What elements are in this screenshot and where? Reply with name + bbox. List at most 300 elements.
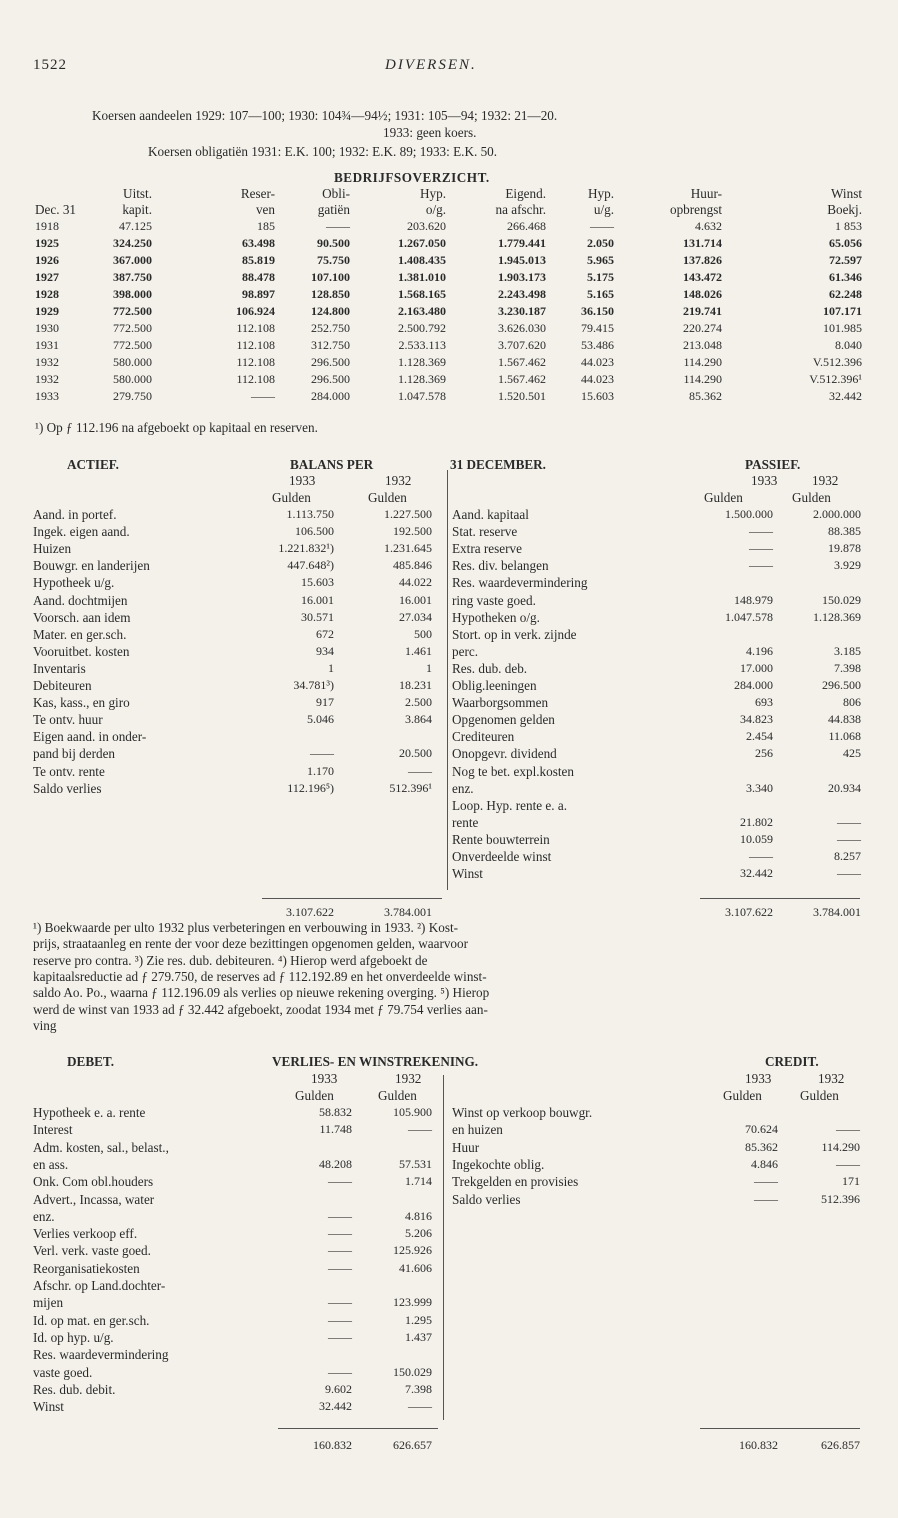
bedrijf-cell: 279.750 <box>113 389 152 403</box>
credit-1933: —— <box>754 1174 778 1189</box>
debet-1933: 11.748 <box>319 1122 352 1137</box>
actief-1933: 447.648²) <box>287 558 334 573</box>
debet-1933: —— <box>328 1295 352 1310</box>
verlies-credit-title: CREDIT. <box>765 1054 819 1069</box>
bedrijf-cell: —— <box>251 389 275 403</box>
verlies-total-rule-left <box>278 1428 438 1429</box>
credit-label: Saldo verlies <box>452 1191 521 1207</box>
credit-1933: 85.362 <box>745 1139 778 1154</box>
actief-1933: 1 <box>328 660 334 675</box>
verlies-unit: Gulden <box>723 1088 762 1103</box>
actief-1932: 16.001 <box>399 592 432 607</box>
bedrijf-cell: 8.040 <box>835 338 862 352</box>
bedrijf-cell: —— <box>326 219 350 233</box>
bedrijf-cell: 114.290 <box>683 372 722 386</box>
passief-1933: —— <box>749 849 773 863</box>
bedrijf-cell: 124.800 <box>311 304 350 318</box>
bedrijf-header: Eigend. <box>505 186 546 201</box>
bedrijf-cell: 312.750 <box>311 338 350 352</box>
passief-1933: —— <box>749 558 773 573</box>
actief-label: Aand. dochtmijen <box>33 592 128 608</box>
bedrijf-cell: 296.500 <box>311 372 350 386</box>
passief-label: Extra reserve <box>452 541 522 557</box>
debet-1933: —— <box>328 1226 352 1241</box>
bedrijf-year: 1927 <box>35 270 59 284</box>
debet-label: Res. waardevermindering <box>33 1347 169 1363</box>
note-line: kapitaalsreductie ad ƒ 279.750, de reserves ad ƒ 112.192.89 en het onverdeelde winst- <box>33 968 487 984</box>
bedrijf-cell: 2.533.113 <box>398 338 446 352</box>
debet-label: enz. <box>33 1208 55 1224</box>
balans-title: BALANS PER <box>290 457 374 472</box>
bedrijf-cell: 32.442 <box>829 389 862 403</box>
bedrijf-cell: 5.165 <box>587 287 614 301</box>
debet-label: Winst <box>33 1399 64 1415</box>
verlies-year: 1932 <box>395 1071 422 1086</box>
balans-unit: Gulden <box>792 490 831 505</box>
actief-1932: 512.396¹ <box>389 780 432 795</box>
bedrijf-cell: 213.048 <box>683 338 722 352</box>
bedrijf-header: Hyp. <box>419 186 446 201</box>
debet-1932: 7.398 <box>405 1381 432 1396</box>
debet-label: Hypotheek e. a. rente <box>33 1105 146 1120</box>
debet-1933: 58.832 <box>319 1105 352 1119</box>
bedrijf-year: 1930 <box>35 321 59 335</box>
debet-label: Onk. Com obl.houders <box>33 1174 154 1190</box>
bedrijf-cell: 75.750 <box>317 253 350 267</box>
actief-label: Debiteuren <box>33 678 92 693</box>
passief-1932: —— <box>837 814 861 829</box>
debet-1933: 32.442 <box>319 1399 352 1414</box>
passief-1932: 19.878 <box>828 541 861 556</box>
passief-label: Aand. kapitaal <box>452 507 529 522</box>
bedrijf-cell: 1.408.435 <box>398 253 446 267</box>
balans-title-2: 31 DECEMBER. <box>450 457 546 472</box>
actief-1932: 3.864 <box>405 712 432 727</box>
debet-1932: 1.437 <box>405 1329 432 1344</box>
actief-label: Saldo verlies <box>33 780 102 796</box>
actief-1932: 1.227.500 <box>384 507 432 521</box>
actief-1932: 20.500 <box>399 746 432 761</box>
bedrijf-cell: 1.267.050 <box>398 236 446 250</box>
credit-label: Winst op verkoop bouwgr. <box>452 1105 593 1120</box>
passief-1932: 20.934 <box>828 780 861 795</box>
balans-year: 1933 <box>751 473 778 488</box>
bedrijf-cell: 266.468 <box>507 219 546 233</box>
bedrijf-cell: 1.779.441 <box>498 236 546 250</box>
verlies-year: 1932 <box>818 1071 845 1086</box>
bedrijf-cell: 772.500 <box>113 321 152 335</box>
passief-1933: 1.500.000 <box>725 507 773 521</box>
balans-total-left-1933: 3.107.622 <box>286 905 334 919</box>
balans-year: 1932 <box>385 473 412 488</box>
bedrijf-cell: 580.000 <box>113 372 152 386</box>
actief-1932: 1 <box>426 660 432 675</box>
passief-1933: —— <box>749 524 773 539</box>
balans-passief-title: PASSIEF. <box>745 457 801 472</box>
bedrijf-cell: 98.897 <box>242 287 275 301</box>
bedrijf-cell: 85.819 <box>242 253 275 267</box>
bedrijf-cell: 36.150 <box>581 304 614 318</box>
actief-1932: 192.500 <box>393 524 432 539</box>
passief-1932: 44.838 <box>828 712 861 727</box>
bedrijf-cell: 79.415 <box>581 321 614 335</box>
bedrijf-cell: 128.850 <box>311 287 350 301</box>
actief-1932: 1.231.645 <box>384 541 432 556</box>
passief-1932: 806 <box>843 695 861 710</box>
actief-1933: 917 <box>316 695 334 710</box>
bedrijf-year: 1928 <box>35 287 59 301</box>
passief-1933: 3.340 <box>746 780 773 795</box>
bedrijf-cell: 1.520.501 <box>498 389 546 403</box>
debet-label: Afschr. op Land.dochter- <box>33 1278 166 1293</box>
bedrijf-cell: 90.500 <box>317 236 350 250</box>
passief-label: Res. waardevermindering <box>452 575 588 591</box>
debet-1933: —— <box>328 1364 352 1379</box>
bedrijf-header: kapit. <box>122 202 152 217</box>
credit-label: Ingekochte oblig. <box>452 1156 545 1172</box>
intro-line-1: Koersen aandeelen 1929: 107—100; 1930: 104¾—94½; 1931: 105—94; 1932: 21—20. <box>92 108 558 123</box>
passief-label: Res. dub. deb. <box>452 660 528 676</box>
bedrijf-cell: 1.128.369 <box>398 355 446 369</box>
passief-label: Opgenomen gelden <box>452 712 555 728</box>
balans-total-rule-left <box>262 898 442 899</box>
balans-divider <box>447 470 448 890</box>
bedrijf-cell: 65.056 <box>829 236 862 250</box>
passief-1932: 88.385 <box>828 524 861 539</box>
debet-1932: 4.816 <box>405 1208 432 1223</box>
debet-1933: 9.602 <box>325 1381 352 1396</box>
bedrijf-cell: 1.567.462 <box>498 355 546 369</box>
verlies-unit: Gulden <box>295 1088 334 1103</box>
credit-1932: 512.396 <box>821 1191 860 1206</box>
passief-label: Waarborgsommen <box>452 695 549 711</box>
actief-1933: 1.221.832¹) <box>278 541 334 556</box>
passief-label: Onopgevr. dividend <box>452 746 557 762</box>
passief-label: Winst <box>452 866 483 882</box>
bedrijf-cell: 296.500 <box>311 355 350 369</box>
passief-label: Res. div. belangen <box>452 558 549 574</box>
bedrijf-year: 1926 <box>35 253 59 267</box>
credit-1933: 70.624 <box>745 1122 778 1137</box>
actief-1932: 27.034 <box>399 609 432 624</box>
actief-1933: 30.571 <box>301 609 334 624</box>
bedrijf-header: Reser- <box>240 186 275 201</box>
bedrijf-header: o/g. <box>425 202 446 217</box>
bedrijf-cell: 137.826 <box>683 253 722 267</box>
bedrijf-cell: 143.472 <box>683 270 722 284</box>
passief-1933: 4.196 <box>746 643 773 658</box>
passief-1932: 7.398 <box>834 660 861 675</box>
debet-1932: 1.714 <box>405 1174 432 1189</box>
passief-1932: 3.185 <box>834 643 861 658</box>
bedrijf-cell: 15.603 <box>581 389 614 403</box>
debet-1932: —— <box>408 1399 432 1414</box>
debet-1932: 123.999 <box>393 1295 432 1310</box>
debet-label: Verl. verk. vaste goed. <box>33 1243 151 1259</box>
actief-1932: 500 <box>414 626 432 641</box>
bedrijf-cell: 1.381.010 <box>398 270 446 284</box>
verlies-unit: Gulden <box>378 1088 417 1103</box>
actief-1933: 1.170 <box>307 763 334 778</box>
actief-1933: 1.113.750 <box>286 507 334 521</box>
bedrijf-cell: 3.230.187 <box>498 304 546 318</box>
actief-1932: 485.846 <box>393 558 432 573</box>
bedrijf-year: 1929 <box>35 304 59 318</box>
note-line: ¹) Boekwaarde per ulto 1932 plus verbeteringen en verbouwing in 1933. ²) Kost- <box>33 920 459 935</box>
bedrijf-cell: 114.290 <box>683 355 722 369</box>
passief-1933: 256 <box>755 746 773 761</box>
bedrijf-year: 1932 <box>35 372 59 386</box>
bedrijf-cell: 47.125 <box>119 219 152 233</box>
bedrijf-cell: 1.567.462 <box>498 372 546 386</box>
debet-1932: 150.029 <box>393 1364 432 1379</box>
passief-label: perc. <box>452 643 478 659</box>
actief-label: Huizen <box>33 541 72 557</box>
note-line: prijs, straataanleg en rente der voor deze bezittingen opgenomen gelden, waarvoor <box>33 936 469 952</box>
bedrijf-year: 1918 <box>35 219 59 233</box>
passief-1933: —— <box>749 541 773 556</box>
actief-1932: 2.500 <box>405 695 432 710</box>
passief-1932: 296.500 <box>822 678 861 692</box>
bedrijf-cell: 3.707.620 <box>498 338 546 352</box>
bedrijf-cell: 2.243.498 <box>498 287 546 301</box>
debet-1932: —— <box>408 1122 432 1137</box>
bedrijf-year: 1932 <box>35 355 59 369</box>
actief-1933: 5.046 <box>307 712 334 727</box>
debet-label: Interest <box>33 1122 73 1138</box>
actief-1932: 1.461 <box>405 643 432 658</box>
debet-1932: 1.295 <box>405 1312 432 1327</box>
bedrijf-cell: 72.597 <box>829 253 862 267</box>
passief-1933: 2.454 <box>746 729 773 744</box>
bedrijf-cell: 44.023 <box>581 372 614 386</box>
bedrijf-cell: 62.248 <box>829 287 862 301</box>
actief-label: Voorsch. aan idem <box>33 609 131 625</box>
balans-total-left-1932: 3.784.001 <box>384 905 432 919</box>
passief-1933: 17.000 <box>740 660 773 675</box>
bedrijf-cell: 53.486 <box>581 338 614 352</box>
bedrijf-cell: 398.000 <box>113 287 152 301</box>
passief-label: rente <box>452 814 479 830</box>
debet-1932: 125.926 <box>393 1243 432 1258</box>
credit-1932: —— <box>836 1156 860 1171</box>
actief-label: Inventaris <box>33 660 86 676</box>
bedrijf-cell: 88.478 <box>242 270 275 284</box>
bedrijf-cell: 387.750 <box>113 270 152 284</box>
credit-1932: 114.290 <box>821 1139 860 1154</box>
actief-1933: 106.500 <box>295 524 334 539</box>
bedrijf-cell: 324.250 <box>113 236 152 250</box>
verlies-total-right-1932: 626.857 <box>821 1438 860 1452</box>
debet-label: Res. dub. debit. <box>33 1381 116 1397</box>
debet-label: Id. op hyp. u/g. <box>33 1329 114 1345</box>
verlies-title: VERLIES- EN WINSTREKENING. <box>272 1054 479 1069</box>
actief-label: Bouwgr. en landerijen <box>33 558 150 574</box>
balans-unit: Gulden <box>704 490 743 505</box>
passief-1933: 1.047.578 <box>725 609 773 624</box>
page-number: 1522 <box>33 57 67 73</box>
credit-1932: 171 <box>842 1174 860 1189</box>
bedrijf-cell: 220.274 <box>683 321 722 335</box>
actief-label: pand bij derden <box>33 746 116 762</box>
actief-1933: 15.603 <box>301 575 334 590</box>
debet-1933: —— <box>328 1312 352 1327</box>
bedrijf-cell: 107.100 <box>311 270 350 284</box>
bedrijf-cell: 44.023 <box>581 355 614 369</box>
balans-unit: Gulden <box>272 490 311 505</box>
passief-1932: —— <box>837 831 861 846</box>
verlies-debet-title: DEBET. <box>67 1054 115 1069</box>
passief-1932: 1.128.369 <box>813 609 861 624</box>
bedrijf-cell: 219.741 <box>683 304 722 318</box>
bedrijf-cell: 1.128.369 <box>398 372 446 386</box>
credit-label: Huur <box>452 1139 480 1155</box>
actief-1933: 934 <box>316 643 334 658</box>
bedrijf-header: Huur- <box>690 186 722 201</box>
bedrijf-cell: 1.903.173 <box>498 270 546 284</box>
bedrijf-cell: 580.000 <box>113 355 152 369</box>
passief-label: Stort. op in verk. zijnde <box>452 626 577 642</box>
bedrijf-header: opbrengst <box>669 202 722 217</box>
bedrijf-cell: —— <box>590 219 614 233</box>
bedrijf-cell: 185 <box>257 219 275 233</box>
bedrijf-cell: 1 853 <box>835 219 862 233</box>
actief-1933: 16.001 <box>301 592 334 607</box>
bedrijf-cell: 367.000 <box>113 253 152 267</box>
bedrijf-header: ven <box>255 202 275 217</box>
passief-label: ring vaste goed. <box>452 592 536 608</box>
bedrijf-cell: 1.568.165 <box>398 287 446 301</box>
passief-label: enz. <box>452 780 474 796</box>
debet-1933: —— <box>328 1208 352 1223</box>
debet-label: Verlies verkoop eff. <box>33 1226 138 1242</box>
actief-1933: —— <box>310 746 334 761</box>
debet-label: en ass. <box>33 1156 69 1172</box>
verlies-divider <box>443 1075 444 1420</box>
balans-unit: Gulden <box>368 490 407 505</box>
debet-1933: —— <box>328 1260 352 1275</box>
bedrijf-cell: 203.620 <box>407 219 446 233</box>
bedrijf-cell: 131.714 <box>683 236 722 250</box>
bedrijf-header: Hyp. <box>587 186 614 201</box>
debet-1932: 5.206 <box>405 1226 432 1241</box>
note-line: werd de winst van 1933 ad ƒ 32.442 afgeboekt, zoodat 1934 met ƒ 79.754 verlies aan- <box>33 1001 488 1017</box>
bedrijf-header: na afschr. <box>495 202 546 217</box>
bedrijf-cell: V.512.396¹ <box>809 372 862 386</box>
actief-1932: 18.231 <box>399 678 432 692</box>
passief-1932: 425 <box>843 746 861 761</box>
verlies-unit: Gulden <box>800 1088 839 1103</box>
bedrijf-header: Boekj. <box>827 202 862 217</box>
verlies-total-rule-right <box>700 1428 860 1429</box>
bedrijf-cell: 112.108 <box>236 338 275 352</box>
debet-1933: —— <box>328 1329 352 1344</box>
debet-label: Advert., Incassa, water <box>33 1191 155 1207</box>
bedrijf-cell: 112.108 <box>236 372 275 386</box>
note-line: saldo Ao. Po., waarna ƒ 112.196.09 als verlies op nieuwe rekening overging. ⁵) Hierop <box>33 985 490 1001</box>
bedrijf-header: u/g. <box>593 202 614 217</box>
actief-1932: —— <box>408 763 432 778</box>
balans-total-right-1932: 3.784.001 <box>813 905 861 919</box>
passief-label: Onverdeelde winst <box>452 849 552 864</box>
bedrijf-cell: 1.945.013 <box>498 253 546 267</box>
passief-label: Hypotheken o/g. <box>452 609 540 625</box>
bedrijf-cell: 61.346 <box>829 270 862 284</box>
bedrijf-cell: 4.632 <box>695 219 722 233</box>
actief-label: Eigen aand. in onder- <box>33 729 147 745</box>
debet-label: vaste goed. <box>33 1364 93 1380</box>
verlies-year: 1933 <box>745 1071 772 1086</box>
passief-label: Stat. reserve <box>452 524 518 540</box>
intro-line-2: 1933: geen koers. <box>383 125 477 140</box>
debet-1932: 41.606 <box>399 1260 432 1275</box>
credit-label: Trekgelden en provisies <box>452 1174 579 1190</box>
passief-1932: —— <box>837 866 861 881</box>
bedrijf-header: Dec. 31 <box>35 202 77 217</box>
bedrijf-cell: 2.050 <box>587 236 614 250</box>
actief-1933: 34.781³) <box>293 678 334 692</box>
credit-label: en huizen <box>452 1122 503 1138</box>
passief-1932: 2.000.000 <box>813 507 861 521</box>
note-line: ving <box>33 1017 57 1033</box>
actief-label: Vooruitbet. kosten <box>33 643 130 659</box>
bedrijf-cell: 112.108 <box>236 355 275 369</box>
balans-actief-title: ACTIEF. <box>67 457 119 472</box>
bedrijf-cell: 5.965 <box>587 253 614 267</box>
passief-1932: 3.929 <box>834 558 861 573</box>
bedrijf-cell: 85.362 <box>689 389 722 403</box>
debet-1933: —— <box>328 1243 352 1258</box>
passief-label: Rente bouwterrein <box>452 831 550 847</box>
actief-label: Mater. en ger.sch. <box>33 626 127 642</box>
bedrijf-header: Winst <box>831 186 862 201</box>
bedrijf-header: gatiën <box>317 202 350 217</box>
bedrijf-cell: 148.026 <box>683 287 722 301</box>
actief-label: Hypotheek u/g. <box>33 575 115 591</box>
actief-1933: 112.196⁵) <box>287 780 334 795</box>
actief-1932: 44.022 <box>399 575 432 590</box>
passief-1933: 693 <box>755 695 773 710</box>
passief-1933: 21.802 <box>740 814 773 829</box>
bedrijf-footnote: ¹) Op ƒ 112.196 na afgeboekt op kapitaal en reserven. <box>35 420 318 435</box>
verlies-total-right-1933: 160.832 <box>739 1438 778 1452</box>
debet-1933: 48.208 <box>319 1156 352 1171</box>
passief-1932: 8.257 <box>834 849 861 863</box>
bedrijf-cell: 3.626.030 <box>498 321 546 335</box>
note-line: reserve pro contra. ³) Zie res. dub. debiteuren. ⁴) Hierop werd afgeboekt de <box>33 952 428 968</box>
bedrijf-cell: 2.500.792 <box>398 321 446 335</box>
verlies-total-left-1933: 160.832 <box>313 1438 352 1452</box>
balans-total-right-1933: 3.107.622 <box>725 905 773 919</box>
passief-1932: 150.029 <box>822 592 861 607</box>
passief-1933: 284.000 <box>734 678 773 692</box>
balans-total-rule-right <box>700 898 860 899</box>
actief-1933: 672 <box>316 626 334 641</box>
bedrijf-cell: V.512.396 <box>812 355 862 369</box>
passief-1933: 148.979 <box>734 592 773 607</box>
bedrijf-cell: 63.498 <box>242 236 275 250</box>
debet-1933: —— <box>328 1174 352 1189</box>
actief-label: Ingek. eigen aand. <box>33 524 130 540</box>
bedrijf-cell: 106.924 <box>236 304 275 318</box>
passief-1933: 10.059 <box>740 831 773 846</box>
actief-label: Te ontv. huur <box>33 712 103 728</box>
bedrijf-cell: 107.171 <box>823 304 862 318</box>
verlies-year: 1933 <box>311 1071 338 1086</box>
passief-label: Crediteuren <box>452 729 515 745</box>
bedrijf-header: Obli- <box>322 186 350 201</box>
bedrijf-cell: 5.175 <box>587 270 614 284</box>
